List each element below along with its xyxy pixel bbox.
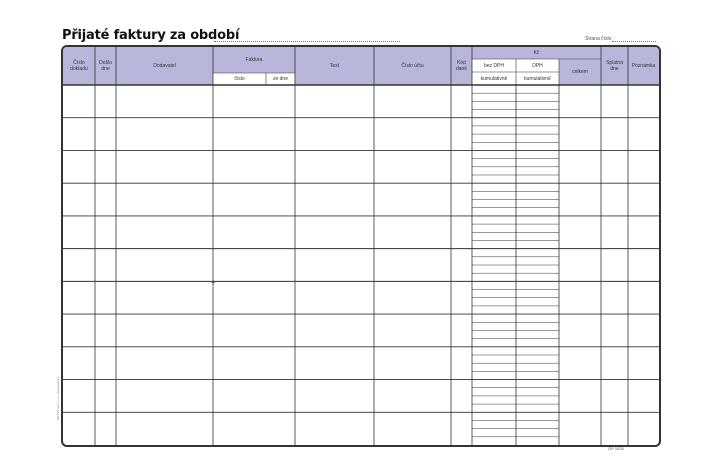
page-number-label: Strana číslo (585, 36, 612, 42)
page-number-field[interactable] (612, 41, 656, 42)
table-grid (63, 47, 659, 445)
col-header-faktura: Faktura (245, 57, 263, 63)
col-header-faktura-ze-dne: ze dne (272, 76, 288, 82)
col-header-poznamka: Poznámka (631, 63, 656, 69)
form-code: OP 1026 (608, 446, 624, 451)
col-header-dodavatel: Dodavatel (153, 63, 176, 69)
col-header-dph: DPH (532, 62, 543, 69)
col-header-kc: Kč (533, 50, 540, 56)
ledger-table (61, 45, 661, 447)
col-header-bez-dph: bez DPH (483, 62, 504, 69)
col-header-kumulativne-bez-dph: kumulativně (480, 75, 508, 82)
col-header-kod-dane: Kód daně (455, 60, 468, 72)
col-header-kumulativne-dph: kumulativně (524, 75, 551, 82)
col-header-celkem: celkem (572, 69, 588, 75)
cross-mark: + (211, 278, 216, 287)
publisher-side-text: OPTYS spol. s r.o. www.optys.cz (56, 376, 60, 420)
col-header-faktura-cislo: číslo (234, 76, 245, 82)
form-title: Přijaté faktury za období (62, 28, 240, 43)
col-header-splatna-dne: Splatná dne (606, 60, 623, 72)
col-header-cislo-dokladu: Číslo dokladu (70, 60, 88, 72)
col-header-cislo-uctu: Číslo účtu (401, 63, 424, 69)
title-underline (214, 41, 400, 42)
col-header-text: Text (329, 63, 340, 69)
col-header-doslo-dne: Došlo dne (99, 60, 112, 72)
